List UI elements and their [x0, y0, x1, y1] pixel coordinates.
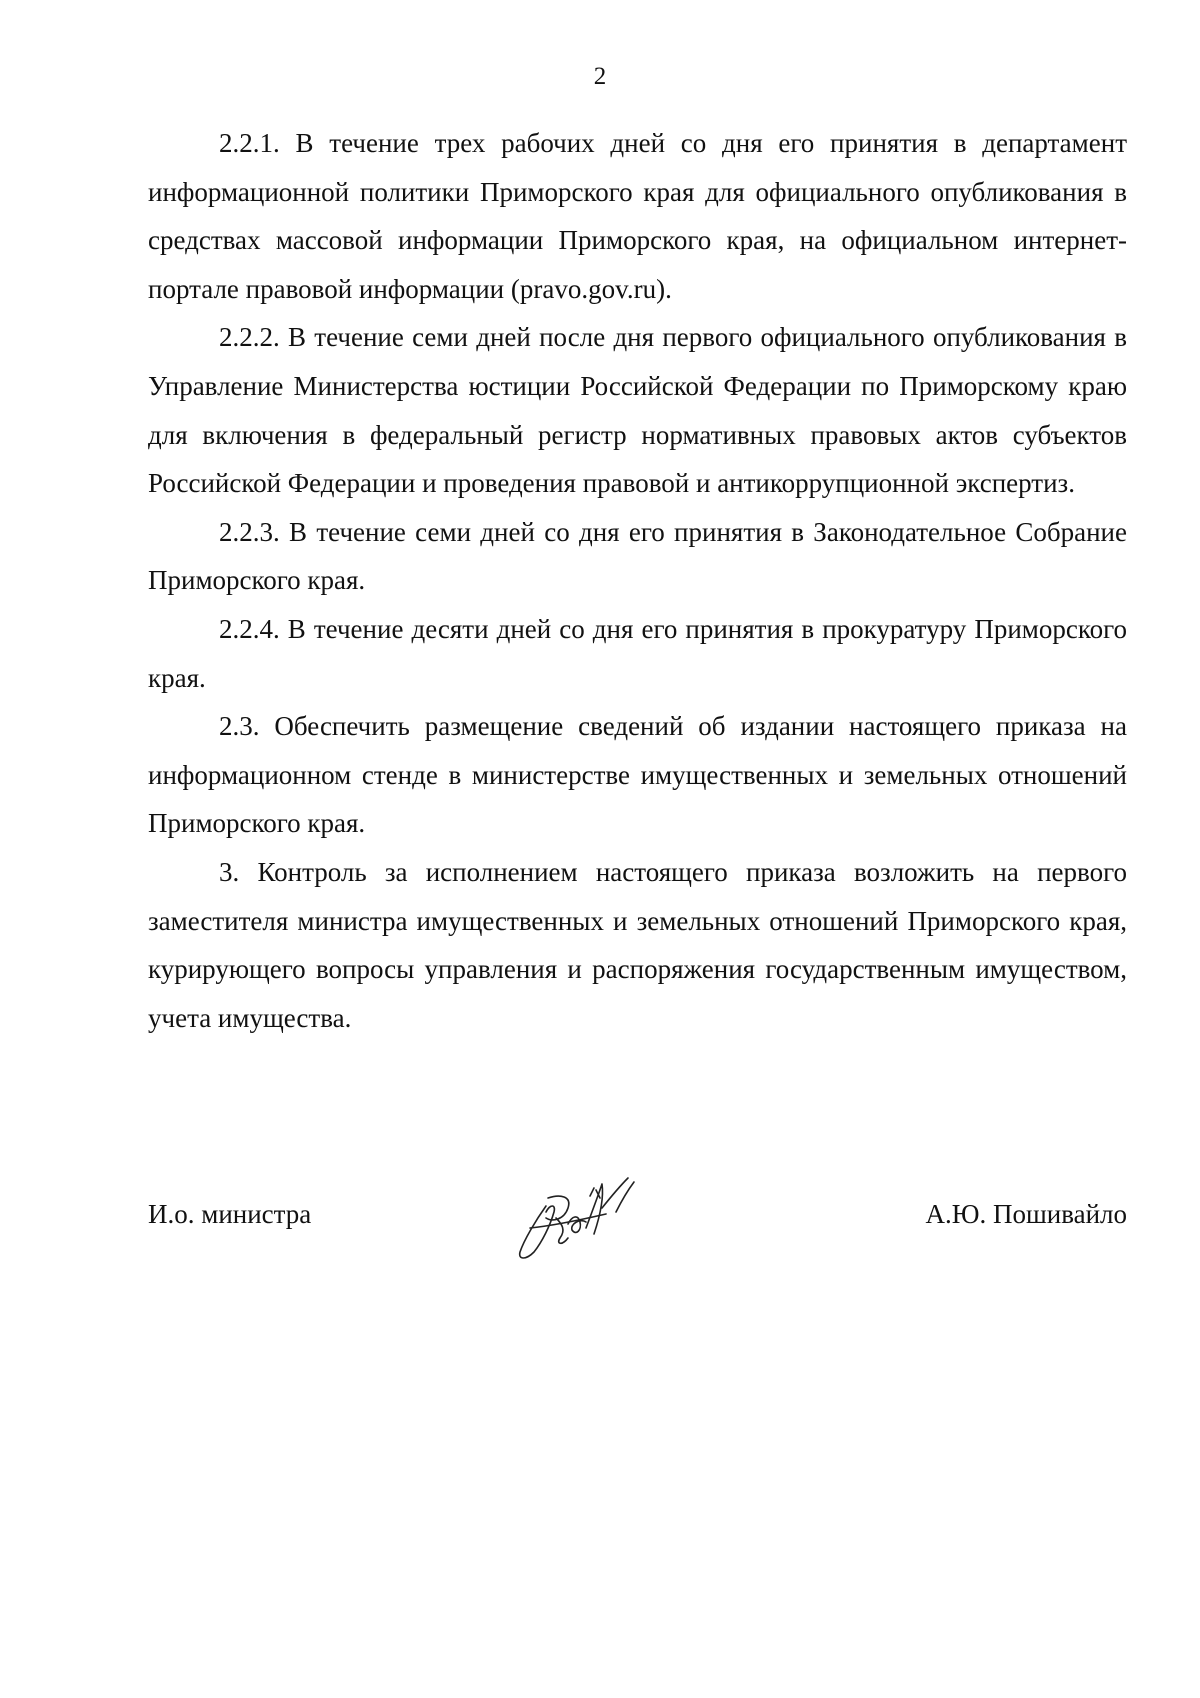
handwritten-signature — [510, 1168, 650, 1268]
signatory-position: И.о. министра — [148, 1199, 312, 1229]
paragraph-2-2-1: 2.2.1. В течение трех рабочих дней со дня его принятия в департамент информационной политики Приморского края для официального опубликования в средствах массовой информации Приморского края, на официальном интернет-портале правовой информации (pravo.gov.ru). — [148, 128, 1127, 304]
paragraph-2-2-3: 2.2.3. В течение семи дней со дня его принятия в Законодательное Собрание Приморского края. — [148, 516, 1127, 596]
paragraph-2-3: 2.3. Обеспечить размещение сведений об издании настоящего приказа на информационном стенде в министерстве имущественных и земельных отношений Приморского края. — [148, 711, 1127, 839]
paragraph-2-2-4: 2.2.4. В течение десяти дней со дня его принятия в прокуратуру Приморского края. — [148, 613, 1127, 693]
page-number: 2 — [593, 63, 607, 90]
signatory-name: А.Ю. Пошивайло — [925, 1199, 1127, 1229]
signature-block — [148, 1178, 1127, 1278]
document-body — [148, 119, 1127, 1042]
paragraph-2-2-2: 2.2.2. В течение семи дней после дня первого официального опубликования в Управление Министерства юстиции Российской Федерации по Приморскому краю для включения в федеральный регистр нормативных правовых актов субъектов Российской Федерации и проведения правовой и антикоррупционной экспертиз. — [148, 322, 1127, 499]
paragraph-3: 3. Контроль за исполнением настоящего приказа возложить на первого заместителя министра имущественных и земельных отношений Приморского края, курирующего вопросы управления и распоряжения государственным имуществом, учета имущества. — [148, 856, 1127, 1033]
